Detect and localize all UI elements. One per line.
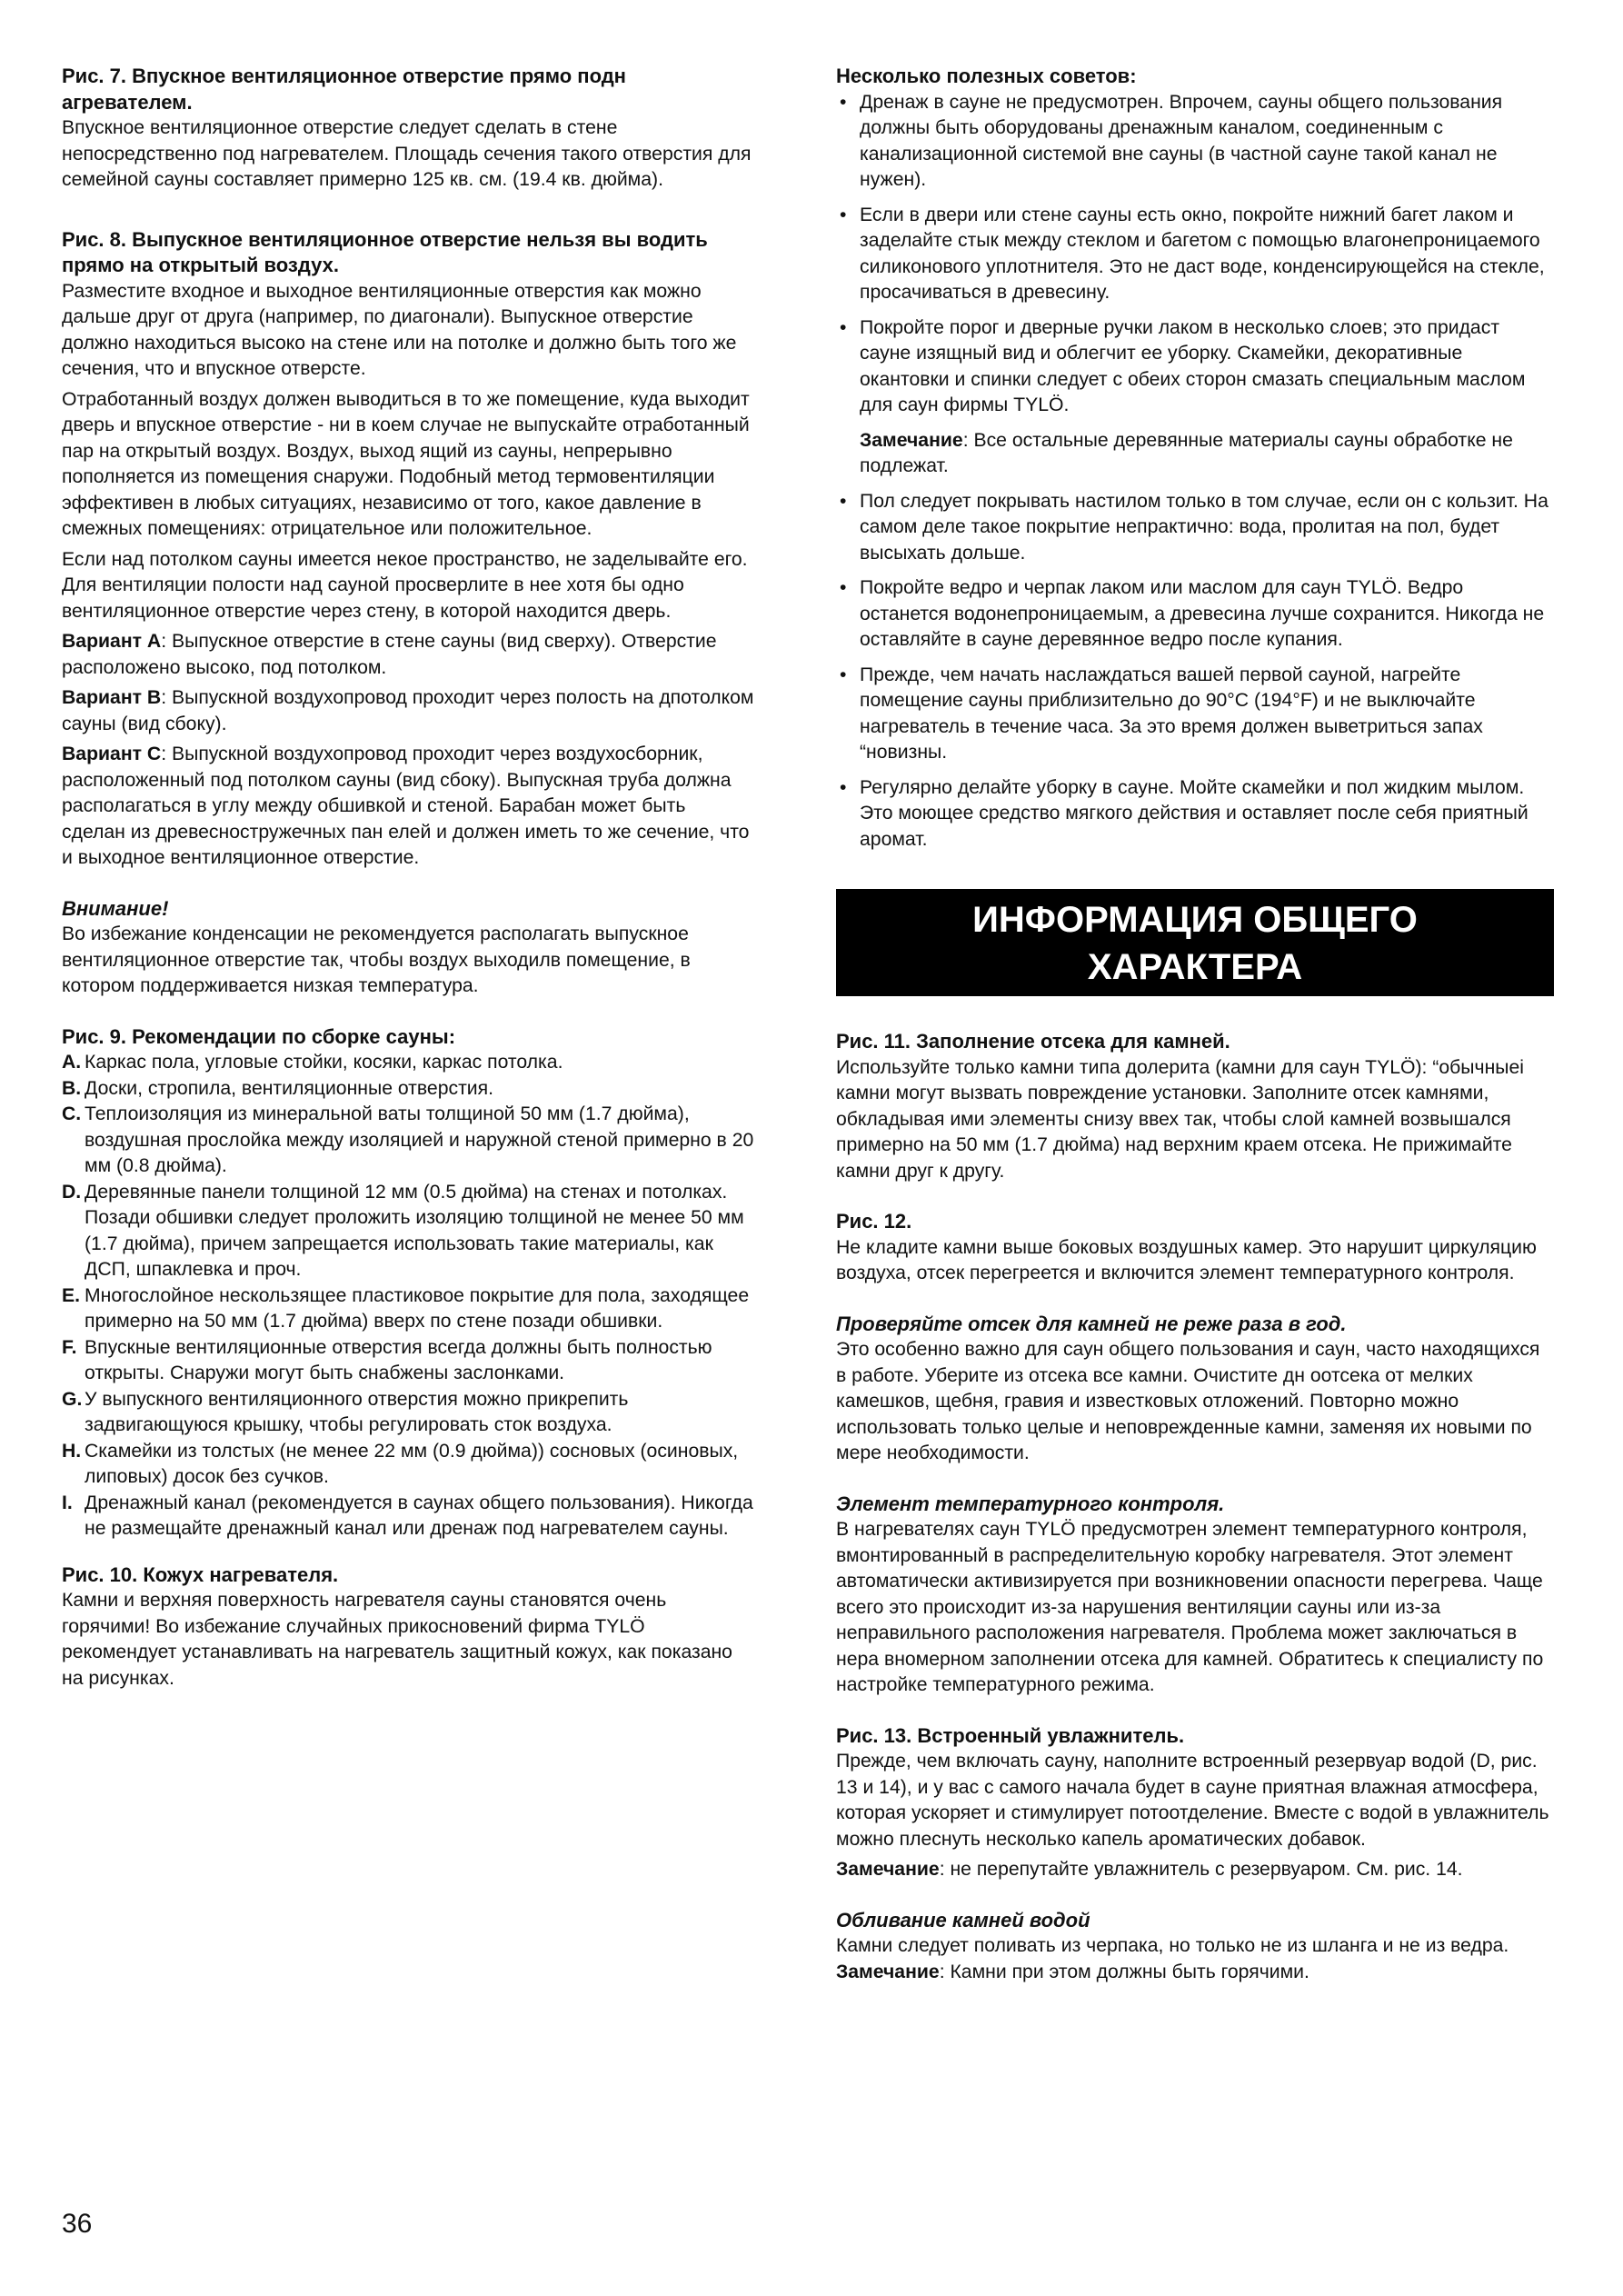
item-letter: H.	[62, 1440, 82, 1462]
fig8-title: Рис. 8. Выпускное вентиляционное отверстие нельзя вы водить прямо на открытый воздух.	[62, 227, 708, 276]
variant-a-label: Вариант A	[62, 631, 162, 652]
tip-text: Пол следует покрывать настилом только в том случае, если он с кользит. На самом деле такое покрытие непрактично: вода, пролитая на пол, будет высыхать дольше.	[860, 490, 1548, 564]
fig8-paragraph-2: Отработанный воздух должен выводиться в то же помещение, куда выходит дверь и впускное отверстие - ни в коем случае не выпускайте отработанный пар на открытый воздух. Воздух, выход ящий из сауны, непрерывно пополняется из помещения снаружи. Подобный метод термовентиляции эффективен в любых ситуациях, независимо от того, какое давление в смежных помещениях: отрицательное или положительное.	[62, 388, 750, 539]
item-letter: G.	[62, 1388, 83, 1410]
list-item	[836, 775, 1554, 854]
tip-text: Дренаж в сауне не предусмотрен. Впрочем, сауны общего пользования должны быть оборудованы дренажным каналом, соединенным с канализационной системой вне сауны (в частной сауне такой канал не нужен).	[860, 91, 1503, 190]
tip-text: Регулярно делайте уборку в сауне. Мойте скамейки и пол жидким мылом. Это моющее средство мягкого действия и оставляет после себя приятный аромат.	[860, 776, 1528, 850]
variant-c-text: : Выпускной воздухопровод проходит через воздухосборник, расположенный под потолком сауны (вид сбоку). Выпускная труба должна располагаться в углу между обшивкой и стеной. Барабан может быть сделан из древесностружечных пан елей и должен иметь то же сечение, что и выходное вентиляционное отверстие.	[62, 744, 750, 868]
list-item	[62, 1283, 754, 1335]
item-text: Каркас пола, угловые стойки, косяки, каркас потолка.	[85, 1052, 563, 1073]
tip-text: Прежде, чем начать наслаждаться вашей первой сауной, нагрейте помещение сауны приблизительно до 90°C (194°F) и не выключайте нагреватель в течение часа. За это время должен выветриться запах “новизны.	[860, 664, 1483, 763]
list-item	[836, 203, 1554, 306]
variant-c	[62, 742, 754, 872]
fig10-title: Рис. 10. Кожух нагревателя.	[62, 1562, 339, 1586]
tip-text: Покройте порог и дверные ручки лаком в несколько слоев; это придаст сауне изящный вид и облегчит ее уборку. Скамейки, декоративные окантовки и спинки следует с обеих сторон смазать специальным маслом для саун фирмы TYLÖ.	[860, 316, 1526, 415]
variant-b-text: : Выпускной воздухопровод проходит через полость на дпотолком сауны (вид сбоку).	[62, 687, 754, 734]
item-letter: C.	[62, 1103, 82, 1124]
list-item	[62, 1335, 754, 1387]
fig12-title: Рис. 12.	[836, 1210, 912, 1233]
bullet-icon: •	[840, 577, 847, 598]
variant-c-label: Вариант C	[62, 744, 162, 764]
list-item	[836, 315, 1554, 419]
tip-text: Если в двери или стене сауны есть окно, покройте нижний багет лаком и заделайте стык между стеклом и багетом с помощью влагонепроницаемого силиконового уплотнителя. Это не даст воде, конденсирующейся на стекле, просачиваться в древесину.	[860, 204, 1545, 303]
list-item	[836, 90, 1554, 194]
pour-title: Обливание камней водой	[836, 1908, 1090, 1932]
fig11-body: Используйте только камни типа долерита (камни для саун TYLÖ): “обычныеі камни могут вызвать повреждение установки. Заполните отсек камнями, обкладывая ими элементы снизу ввех так, чтобы слой камней возвышался примерно на 50 мм (1.7 дюйма) над верхним краем отсека. Не прижимайте камни друг к другу.	[836, 1056, 1524, 1182]
tips-list	[836, 90, 1554, 419]
banner-line-1: ИНФОРМАЦИЯ ОБЩЕГО	[972, 900, 1418, 940]
fig7-title: Рис. 7. Впускное вентиляционное отверстие прямо подн агревателем.	[62, 65, 626, 114]
fig13-note-text: : не перепутайте увлажнитель с резервуаром. См. рис. 14.	[939, 1859, 1463, 1880]
fig11-title: Рис. 11. Заполнение отсека для камней.	[836, 1030, 1230, 1053]
fig13-title: Рис. 13. Встроенный увлажнитель.	[836, 1723, 1185, 1747]
item-text: Доски, стропила, вентиляционные отверстия.	[85, 1077, 493, 1099]
item-letter: B.	[62, 1077, 82, 1099]
item-letter: F.	[62, 1336, 77, 1358]
pour-note-text: : Камни при этом должны быть горячими.	[939, 1961, 1309, 1982]
section-banner	[836, 889, 1554, 996]
list-item	[62, 1180, 754, 1283]
attention-body: Во избежание конденсации не рекомендуется располагать выпускное вентиляционное отверстие так, чтобы воздух выходилв помещение, в котором поддерживается низкая температура.	[62, 923, 691, 996]
bullet-icon: •	[840, 91, 847, 113]
fig12-body: Не кладите камни выше боковых воздушных камер. Это нарушит циркуляцию воздуха, отсек перегреется и включится элемент температурного контроля.	[836, 1236, 1537, 1283]
item-text: Многослойное нескользящее пластиковое покрытие для пола, заходящее примерно на 50 мм (1.7 дюйма) вверх по стене позади обшивки.	[85, 1284, 750, 1332]
check-body: Это особенно важно для саун общего пользования и саун, часто находящихся в работе. Уберите из отсека все камни. Очистите дн оотсека от мелких камешков, щебня, гравия и известковых отложений. Повторно можно использовать только целые и неповрежденные камни, заменяя их новыми по мере необходимости.	[836, 1339, 1540, 1463]
fig13-note	[836, 1857, 1554, 1883]
page-number: 36	[62, 2209, 93, 2239]
item-text: Дренажный канал (рекомендуется в саунах общего пользования). Никогда не размещайте дренажный канал или дренаж под нагревателем сауны.	[85, 1492, 753, 1539]
fig13-note-label: Замечание	[836, 1859, 940, 1880]
pour-body-text: Камни следует поливать из черпака, но только не из шланга и не из ведра.	[836, 1935, 1509, 1956]
list-item	[836, 663, 1554, 766]
left-column	[62, 64, 754, 1696]
tips-note	[836, 428, 1554, 480]
item-text: Деревянные панели толщиной 12 мм (0.5 дюйма) на стенах и потолках. Позади обшивки следует проложить изоляцию толщиной не менее 50 мм (1.7 дюйма), причем запрещается использовать такие материалы, как ДСП, шпаклевка и проч.	[85, 1181, 744, 1280]
fig9-list	[62, 1050, 754, 1542]
variant-a	[62, 629, 754, 681]
list-item	[62, 1387, 754, 1439]
attention-title: Внимание!	[62, 896, 169, 920]
item-text: Скамейки из толстых (не менее 22 мм (0.9 дюйма)) сосновых (осиновых, липовых) досок без сучков.	[85, 1440, 739, 1487]
variant-a-text: : Выпускное отверстие в стене сауны (вид сверху). Отверстие расположено высоко, под потолком.	[62, 631, 717, 678]
tips-note-label: Замечание	[860, 429, 963, 451]
fig8-paragraph-1: Разместите входное и выходное вентиляционные отверстия как можно дальше друг от друга (например, по диагонали). Выпускное отверстие должно находиться высоко на стене или на потолке и должно быть того же сечения, что и впускное отверсте.	[62, 280, 737, 379]
pour-note-label: Замечание	[836, 1961, 940, 1982]
list-item	[62, 1102, 754, 1180]
thermo-body: В нагревателях саун TYLÖ предусмотрен элемент температурного контроля, вмонтированный в распределительную коробку нагревателя. Этот элемент автоматически активизируется при возникновении опасности перегрева. Чаще всего это происходит из-за нарушения вентиляции сауны или из-за неправильного расположения нагревателя. Проблема может заключаться в нера вномерном заполнении отсека для камней. Обратитесь к специалисту по настройке температурного режима.	[836, 1519, 1544, 1695]
item-letter: E.	[62, 1284, 81, 1306]
bullet-icon: •	[840, 776, 847, 798]
thermo-title: Элемент температурного контроля.	[836, 1492, 1225, 1515]
tips-list-continued	[836, 489, 1554, 854]
fig9-title: Рис. 9. Рекомендации по сборке сауны:	[62, 1024, 456, 1048]
list-item	[836, 575, 1554, 654]
tips-title: Несколько полезных советов:	[836, 65, 1137, 87]
list-item	[836, 489, 1554, 567]
list-item	[62, 1491, 754, 1542]
fig13-body: Прежде, чем включать сауну, наполните встроенный резервуар водой (D, рис. 13 и 14), и у вас с самого начала будет в сауне приятная влажная атмосфера, которая ускоряет и стимулирует потоотделение. Вместе с водой в увлажнитель можно плеснуть несколько капель ароматических добавок.	[836, 1751, 1549, 1850]
variant-b	[62, 685, 754, 737]
item-letter: I.	[62, 1492, 73, 1513]
tip-text: Покройте ведро и черпак лаком или маслом для саун TYLÖ. Ведро останется водонепроницаемым, а древесина лучше сохранится. Никогда не оставляйте в сауне деревянное ведро после купания.	[860, 577, 1545, 650]
fig10-body: Камни и верхняя поверхность нагревателя сауны становятся очень горячими! Во избежание случайных прикосновений фирма TYLÖ рекомендует устанавливать на нагреватель защитный кожух, как показано на рисунках.	[62, 1590, 732, 1689]
bullet-icon: •	[840, 204, 847, 225]
item-text: Впускные вентиляционные отверстия всегда должны быть полностью открыты. Снаружи могут быть снабжены заслонками.	[85, 1336, 712, 1383]
fig8-paragraph-3: Если над потолком сауны имеется некое пространство, не заделывайте его. Для вентиляции полости над сауной просверлите в нее хотя бы одно вентиляционное отверстие через стену, в которой находится дверь.	[62, 548, 748, 622]
item-text: У выпускного вентиляционного отверстия можно прикрепить задвигающуюся крышку, чтобы регулировать сток воздуха.	[85, 1388, 629, 1435]
tips-note-text: : Все остальные деревянные материалы сауны обработке не подлежат.	[860, 429, 1513, 476]
item-letter: D.	[62, 1181, 82, 1203]
bullet-icon: •	[840, 316, 847, 338]
list-item	[62, 1076, 754, 1103]
bullet-icon: •	[840, 664, 847, 685]
list-item	[62, 1439, 754, 1491]
right-column	[836, 64, 1554, 1990]
item-text: Теплоизоляция из минеральной ваты толщиной 50 мм (1.7 дюйма), воздушная прослойка между изоляцией и наружной стеной примерно в 20 мм (0.8 дюйма).	[85, 1103, 754, 1176]
bullet-icon: •	[840, 490, 847, 512]
variant-b-label: Вариант B	[62, 687, 162, 708]
banner-line-2: ХАРАКТЕРА	[1087, 947, 1303, 987]
list-item	[62, 1050, 754, 1076]
check-title: Проверяйте отсек для камней не реже раза в год.	[836, 1312, 1347, 1335]
item-letter: A.	[62, 1052, 82, 1073]
fig7-body: Впускное вентиляционное отверстие следует сделать в стене непосредственно под нагревателем. Площадь сечения такого отверстия для семейной сауны составляет примерно 125 кв. см. (19.4 кв. дюйма).	[62, 117, 752, 190]
pour-body	[836, 1933, 1554, 1985]
